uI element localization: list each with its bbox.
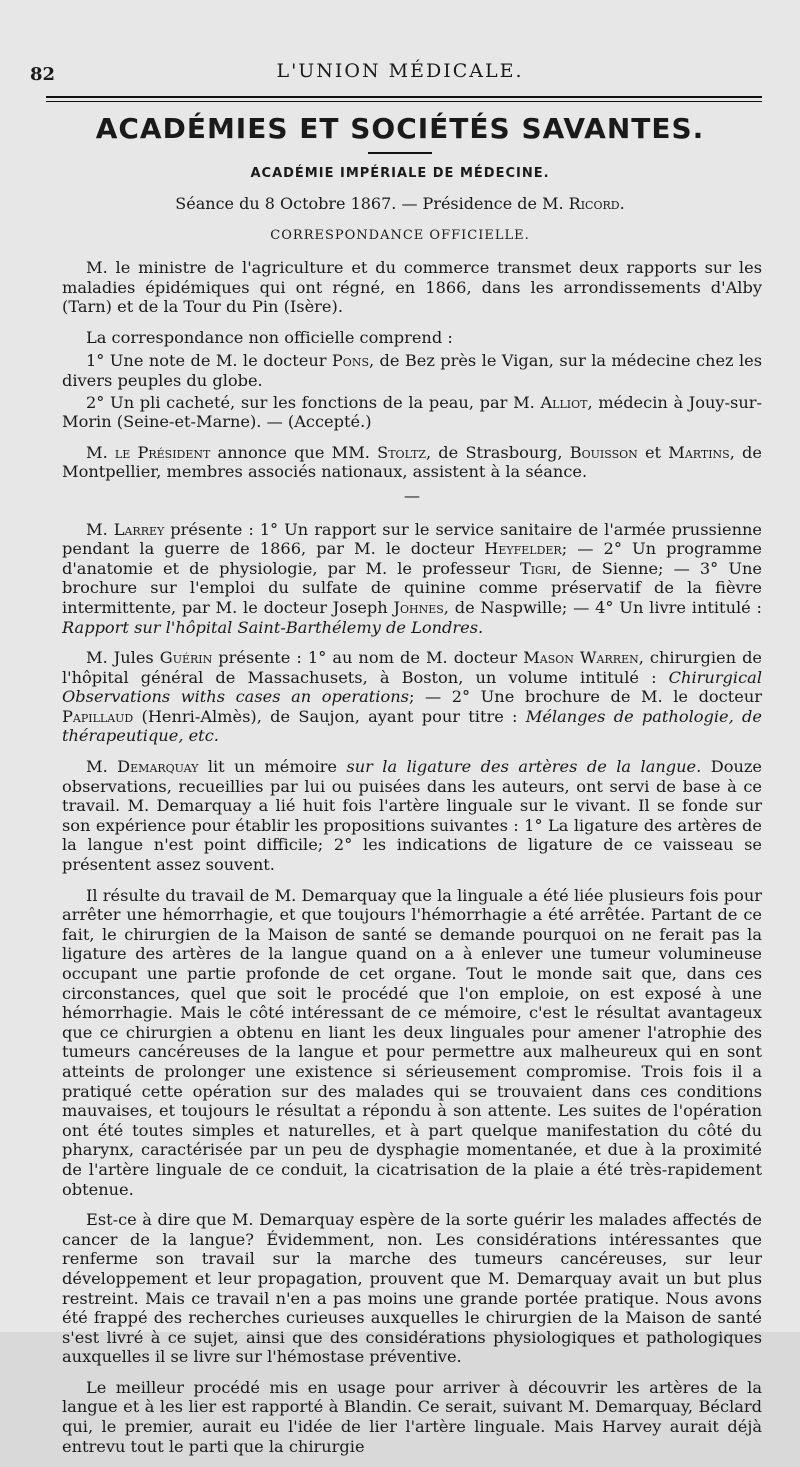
text: M. Jules	[86, 648, 160, 668]
text: présente : 1° Un rapport sur le service sanitaire de l'armée prussienne pendant la guerre de 1866, par M. le docteur	[62, 519, 763, 559]
text: , de Sienne; — 3° Une brochure sur l'emploi du sulfate de quinine comme préservatif de la fièvre intermittente, par M. le docteur Joseph	[62, 558, 762, 617]
book-title: Mélanges de pathologie, de thérapeutique, etc.	[62, 706, 762, 746]
subheading: CORRESPONDANCE OFFICIELLE.	[270, 228, 530, 243]
text: M.	[86, 519, 114, 539]
main-title: ACADÉMIES ET SOCIÉTÉS SAVANTES.	[95, 112, 705, 145]
text: annonce que MM.	[210, 442, 378, 462]
paragraph-guerin	[62, 648, 762, 746]
text: , médecin à Jouy-sur-Morin (Seine-et-Marne). — (Accepté.)	[62, 392, 762, 432]
author-name: Martins	[668, 442, 730, 462]
separator-dash: —	[403, 485, 421, 505]
book-title: Rapport sur l'hôpital Saint-Barthélemy de Londres.	[62, 617, 484, 637]
text: , de Bez près le Vigan, sur la médecine chez les divers peuples du globe.	[62, 351, 763, 390]
text: lit un mémoire	[198, 757, 347, 777]
text: , de Naspwille; — 4° Un livre intitulé :	[443, 597, 762, 617]
author-name: Heyfelder	[484, 539, 562, 559]
running-title: L'UNION MÉDICALE.	[276, 60, 524, 82]
paragraph-resultats: Il résulte du travail de M. Demarquay que la linguale a été liée plusieurs fois pour arrêter une hémorrhagie, et que toujours l'hémorrhagie a été arrêtée. Partant de ce fait, le chirurgien de la Maison de santé se demande pourquoi on ne ferait pas la ligature des artères de la langue quand on a à enlever une tumeur volumineuse occupant une partie profonde de cet organe. Tout le monde sait que, dans ces circonstances, quel que soit le procédé que l'on emploie, on est exposé à une hémorrhagie. Mais le côté intéressant de ce mémoire, c'est le résultat avantageux que ce chirurgien a obtenu en liant les deux linguales pour amener l'atrophie des tumeurs cancéreuses de la langue et pour permettre aux malheureux qui en sont atteints de prolonger une existence si sérieusement compromise. Trois fois il a pratiqué cette opération sur des malades qui se trouvaient dans ces conditions mauvaises, et toujours le résultat a répondu à son attente. Les suites de l'opération ont été toutes simples et naturelles, et à part quelque manifestation du côté du pharynx, caractérisée par un peu de dysphagie momentanée, et due à la proximité de l'artère linguale de ce conduit, la cicatrisation de la plaie a été très-rapidement obtenue.	[62, 885, 762, 1199]
author-name: Papillaud	[62, 706, 134, 726]
author-name: Pons	[331, 351, 369, 371]
author-name: Stoltz	[377, 442, 426, 462]
text: M.	[86, 442, 115, 462]
author-name: Johnes	[393, 597, 444, 617]
paragraph-correspondance: La correspondance non officielle comprend :	[86, 327, 453, 347]
text: (Henri-Almès), de Saujon, ayant pour titre :	[133, 706, 526, 726]
text: et	[637, 442, 669, 462]
paragraph-ministre: M. le ministre de l'agriculture et du commerce transmet deux rapports sur les maladies épidémiques qui ont régné, en 1866, dans les arrondissements d'Alby (Tarn) et de la Tour du Pin (Isère).	[62, 258, 762, 317]
paragraph-discussion: Est-ce à dire que M. Demarquay espère de la sorte guérir les malades affectés de cancer de la langue? Évidemment, non. Les considérations intéressantes que renferme son travail sur la marche des tumeurs cancéreuses, sur leur développement et leur propagation, prouvent que M. Demarquay avait un but plus restreint. Mais ce travail n'en a pas moins une grande portée pratique. Nous avons été frappé des recherches curieuses auxquelles le chirurgien de la Maison de santé s'est livré à ce sujet, ainsi que des considérations physiologiques et pathologiques auxquelles il se livre sur l'hémostase préventive.	[62, 1210, 762, 1367]
text: , de Montpellier, membres associés nationaux, assistent à la séance.	[62, 442, 762, 482]
text: , de Strasbourg,	[425, 442, 570, 462]
paragraph-president	[62, 443, 762, 482]
header-rule	[46, 96, 762, 98]
text: M.	[86, 757, 118, 777]
author-name: Mason Warren	[523, 648, 639, 668]
title-divider	[368, 152, 432, 154]
memoir-title: sur la ligature des artères de la langue.	[346, 757, 702, 777]
author-name: Guérin	[159, 648, 213, 668]
text: 1° Une note de M. le docteur	[86, 351, 332, 371]
session-prefix: Séance du 8 Octobre 1867. — Présidence de M.	[175, 194, 564, 213]
text: , chirurgien de l'hôpital général de Massachusets, à Boston, un volume intitulé :	[62, 648, 763, 687]
text: Douze observations, recueillies par lui ou puisées dans les auteurs, ont servi de base à ce travail. M. Demarquay a lié huit fois l'artère linguale sur le vivant. Il se fonde sur son expérience pour établir les propositions suivantes : 1° La ligature des artères de la langue n'est point difficile; 2° les indications de ligature de ce vaisseau se présentent assez souvent.	[62, 757, 762, 875]
text: présente : 1° au nom de M. docteur	[212, 648, 524, 668]
paragraph-pli-alliot	[62, 393, 762, 432]
author-name: Larrey	[113, 519, 165, 539]
author-name: Alliot	[540, 392, 588, 412]
book-title: Chirurgical Observations withs cases an operations	[62, 667, 762, 707]
author-name: Tigri	[519, 558, 557, 578]
author-name: Bouisson	[569, 442, 638, 462]
author-name: Demarquay	[117, 757, 199, 777]
paragraph-note-pons	[62, 351, 762, 390]
author-name: le Président	[114, 442, 211, 462]
header-rule-thin	[46, 101, 762, 102]
paragraph-procede: Le meilleur procédé mis en usage pour arriver à découvrir les artères de la langue et à les lier est rapporté à Blandin. Ce serait, suivant M. Demarquay, Béclard qui, le premier, aurait eu l'idée de lier l'artère linguale. Mais Harvey aurait déjà entrevu tout le parti que la chirurgie	[62, 1377, 762, 1456]
session-president: Ricord	[568, 194, 620, 213]
section-title: ACADÉMIE IMPÉRIALE DE MÉDECINE.	[250, 166, 550, 181]
article-body	[62, 258, 762, 1467]
text: ; — 2° Un programme d'anatomie et de physiologie, par M. le professeur	[62, 539, 763, 578]
paragraph-demarquay	[62, 757, 762, 875]
text: ; — 2° Une brochure de M. le docteur	[408, 687, 762, 707]
page-number: 82	[30, 64, 56, 85]
session-suffix: .	[619, 194, 625, 213]
paragraph-larrey	[62, 520, 762, 638]
text: 2° Un pli cacheté, sur les fonctions de la peau, par M.	[86, 392, 541, 412]
session-line	[0, 194, 800, 213]
